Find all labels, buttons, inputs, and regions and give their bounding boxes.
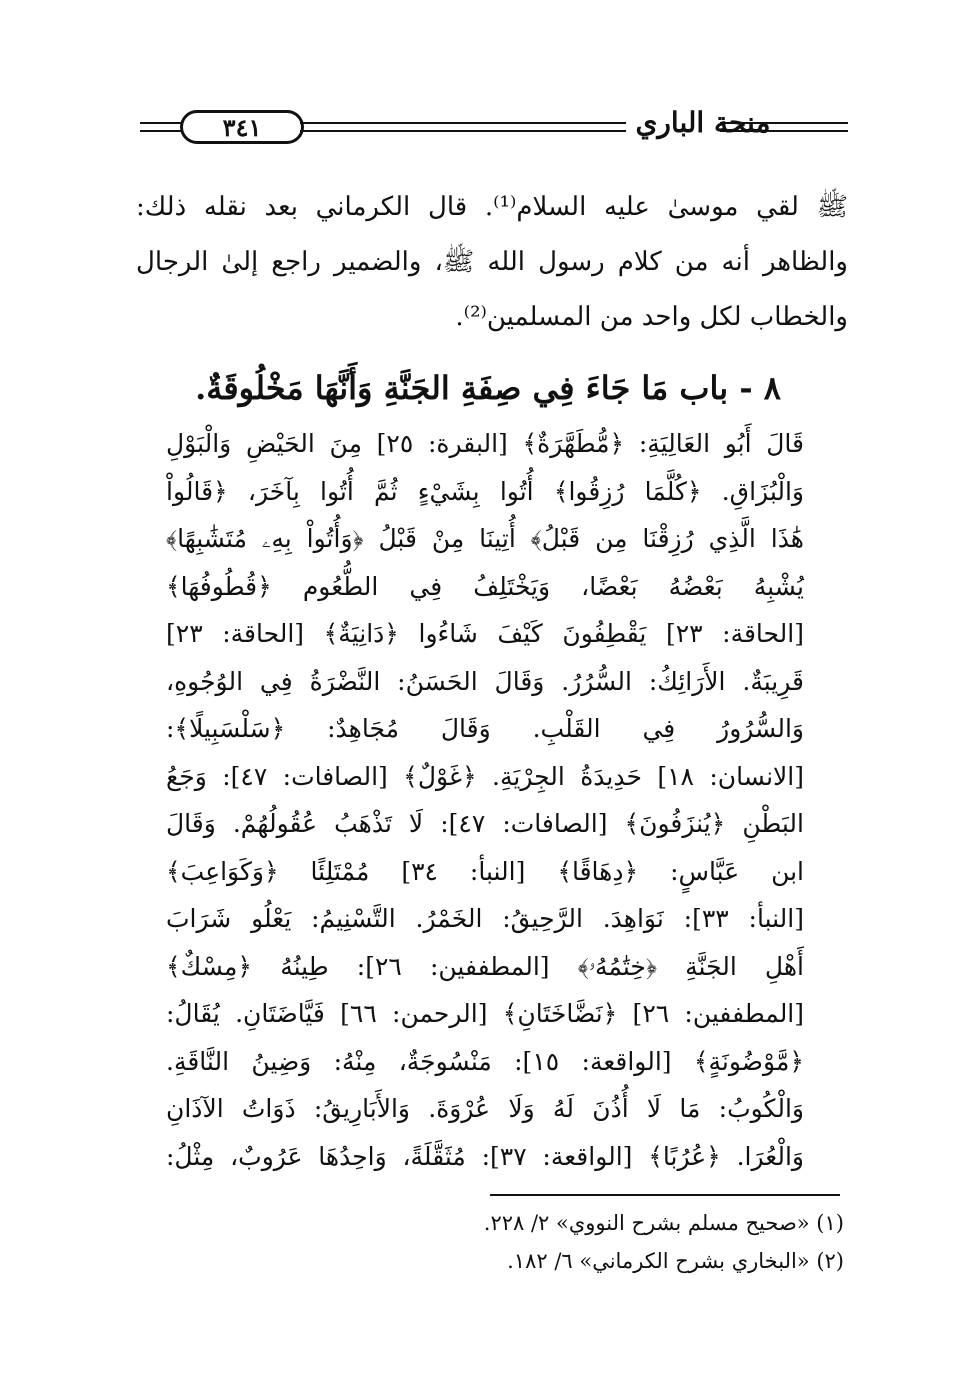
body-line: [المطففين: ٢٦] ﴿نَضَّاخَتَانِ﴾ [الرحمن: ٦٦] فَيَّاضَتَانِ. يُقَالُ: xyxy=(166,999,805,1028)
body-line: وَالْكُوبُ: مَا لَا أُذُنَ لَهُ وَلَا عُرْوَةَ. وَالأَبَارِيقُ: ذَوَاتُ الآذَانِ xyxy=(166,1094,804,1123)
page-header xyxy=(140,102,848,150)
intro-paragraph: ﷺ لقي موسىٰ عليه السلام⁽¹⁾. قال الكرماني بعد نقله ذلك: والظاهر أنه من كلام رسول الله ﷺ، والضمير راجع إلىٰ الرجال والخطاب لكل واحد من المسلمين⁽²⁾. xyxy=(136,192,848,332)
header-rule-left-top xyxy=(140,122,182,124)
body-line: وَالسُّرُورُ فِي القَلْبِ. وَقَالَ مُجَاهِدٌ: ﴿سَلْسَبِيلًا﴾: xyxy=(166,714,804,743)
book-title: منحة الباري xyxy=(635,106,771,139)
body-line: أَهْلِ الجَنَّةِ ﴿خِتَٰمُهُۥ﴾ [المطففين: ٢٦]: طِينُهُ ﴿مِسْكٌ﴾ xyxy=(166,951,804,981)
page-number: ٣٤١ xyxy=(180,110,304,144)
body-line: قَرِيبَةٌ. الأَرَائِكُ: السُّرُرُ. وَقَالَ الحَسَنُ: النَّضْرَةُ فِي الوُجُوهِ، xyxy=(166,666,804,696)
body-line: يُشْبِهُ بَعْضُهُ بَعْضًا، وَيَخْتَلِفُ فِي الطُّعُوم ﴿قُطُوفُهَا﴾ xyxy=(166,571,804,601)
header-rule-center-top xyxy=(300,122,626,124)
body-line: قَالَ أَبُو العَالِيَةِ: ﴿مُّطَهَّرَةٌ﴾ [البقرة: ٢٥] مِنَ الحَيْضِ وَالْبَوْلِ xyxy=(166,429,804,458)
footnote-2: (٢) «البخاري بشرح الكرماني» ٦/ ١٨٢. xyxy=(507,1249,844,1273)
body-line: وَالْعُرَا. ﴿عُرُبًا﴾ [الواقعة: ٣٧]: مُثَقَّلَةً، وَاحِدُهَا عَرُوبٌ، مِثْلُ: xyxy=(166,1141,804,1171)
header-rule-left-bottom xyxy=(140,130,182,132)
body-line: وَالْبُزَاقِ. ﴿كُلَّمَا رُزِقُوا﴾ أُتُوا بِشَيْءٍ ثُمَّ أُتُوا بِآخَرَ، ﴿قَالُواْ xyxy=(166,476,804,506)
body-line: [الانسان: ١٨] حَدِيدَةُ الجِرْيَةِ. ﴿غَوْلٌ﴾ [الصافات: ٤٧]: وَجَعُ xyxy=(166,761,804,791)
body-line: ابن عَبَّاسٍ: ﴿دِهَاقًا﴾ [النبأ: ٣٤] مُمْتَلِئًا ﴿وَكَوَاعِبَ﴾ xyxy=(166,856,805,886)
body-line: [الحاقة: ٢٣] يَقْطِفُونَ كَيْفَ شَاءُوا ﴿دَانِيَةٌ﴾ [الحاقة: ٢٣] xyxy=(166,619,804,648)
body-line: البَطْنِ ﴿يُنزَفُونَ﴾ [الصافات: ٤٧]: لَا تَذْهَبُ عُقُولُهُمْ. وَقَالَ xyxy=(166,809,804,838)
footnote-separator xyxy=(490,1194,840,1196)
body-line: هَٰذَا الَّذِي رُزِقْنَا مِن قَبْلُ﴾ أُتِينَا مِنْ قَبْلُ ﴿وَأُتُواْ بِهِۦ مُتَشَٰبِهًا﴾ xyxy=(166,524,804,553)
section-title: ٨ - باب مَا جَاءَ فِي صِفَةِ الجَنَّةِ وَأَنَّهَا مَخْلُوقَةٌ. xyxy=(195,369,781,407)
body-line: ﴿مَّوْضُونَةٍ﴾ [الواقعة: ١٥]: مَنْسُوجَةٌ، مِنْهُ: وَضِينُ النَّاقَةِ. xyxy=(166,1046,804,1076)
footnote-1: (١) «صحيح مسلم بشرح النووي» ٢/ ٢٢٨. xyxy=(483,1211,844,1235)
body-line: [النبأ: ٣٣]: نَوَاهِدَ. الرَّحِيقُ: الخَمْرُ. التَّسْنِيمُ: يَعْلُو شَرَابَ xyxy=(166,904,804,933)
header-rule-center-bottom xyxy=(300,130,626,132)
